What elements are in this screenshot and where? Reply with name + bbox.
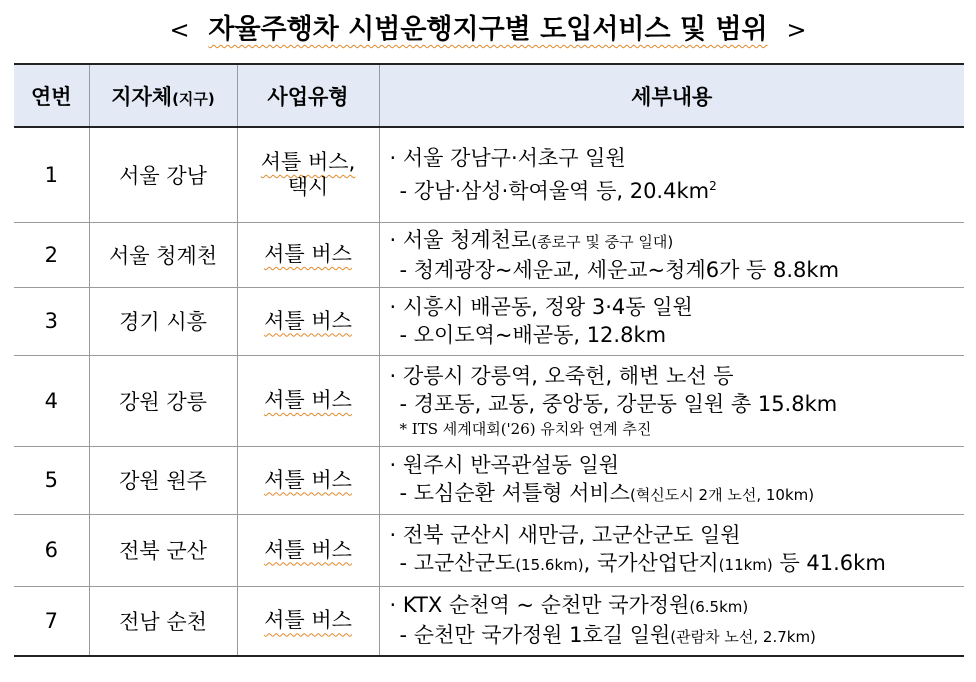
detail-line2-a: - 고군산군도 xyxy=(399,551,516,575)
detail-line2-main: - 순천만 국가정원 1호길 일원 xyxy=(399,622,671,647)
table-row xyxy=(14,446,964,514)
detail-line2-main: - 도심순환 셔틀형 서비스 xyxy=(399,481,630,505)
row-number: 3 xyxy=(14,287,89,355)
row-number: 6 xyxy=(14,514,89,586)
row-number: 5 xyxy=(14,446,89,514)
header-region-sub: (지구) xyxy=(172,89,215,108)
table-row xyxy=(14,287,964,355)
row-region: 전북 군산 xyxy=(89,514,237,586)
row-detail xyxy=(379,586,964,656)
row-detail xyxy=(379,127,964,222)
row-type-text: 셔틀 버스 xyxy=(264,242,352,266)
row-region: 강원 강릉 xyxy=(89,355,237,446)
detail-line2 xyxy=(390,479,965,509)
table-row xyxy=(14,355,964,446)
row-number: 4 xyxy=(14,355,89,446)
header-type: 사업유형 xyxy=(237,64,379,127)
table-row xyxy=(14,514,964,586)
row-type xyxy=(237,586,379,656)
row-detail xyxy=(379,355,964,446)
header-region-main: 지자체 xyxy=(111,84,173,109)
table-row xyxy=(14,586,964,656)
service-table xyxy=(14,63,964,657)
detail-line1-main: · KTX 순천역 ~ 순천만 국가정원 xyxy=(389,592,690,617)
row-number: 2 xyxy=(14,222,89,287)
detail-line2-sup: 2 xyxy=(709,179,717,194)
detail-line2: - 경포동, 교동, 중앙동, 강문동 일원 총 15.8km xyxy=(399,391,838,416)
detail-line1-small: (종로구 및 중구 일대) xyxy=(531,232,674,251)
detail-line1: · 강릉시 강릉역, 오죽헌, 해변 노선 등 xyxy=(389,363,734,388)
row-type-line1: 셔틀 버스, xyxy=(260,149,356,174)
detail-line1: · 서울 강남구·서초구 일원 xyxy=(389,146,626,171)
title-text: 자율주행차 시범운행지구별 도입서비스 및 범위 xyxy=(208,14,768,45)
title-open-bracket: < xyxy=(169,16,190,44)
detail-line2 xyxy=(390,549,965,579)
detail-line2-small: (혁신도시 2개 노선, 10km) xyxy=(629,486,815,504)
row-region: 전남 순천 xyxy=(89,586,237,656)
row-type-text: 셔틀 버스 xyxy=(264,608,352,633)
detail-line2-b: , 국가산업단지 xyxy=(583,551,719,575)
detail-line2 xyxy=(390,621,965,651)
row-detail xyxy=(379,514,964,586)
row-detail xyxy=(379,222,964,287)
row-type-text: 셔틀 버스 xyxy=(264,388,352,412)
detail-line1: · 전북 군산시 새만금, 고군산군도 일원 xyxy=(389,523,741,547)
detail-line2-small: (관람차 노선, 2.7km) xyxy=(670,627,816,646)
row-type xyxy=(237,222,379,287)
row-type-text: 셔틀 버스 xyxy=(264,308,352,333)
row-region: 서울 청계천 xyxy=(89,222,237,287)
header-row xyxy=(14,64,964,127)
detail-line2-b-small: (11km) xyxy=(718,556,773,574)
row-type xyxy=(237,355,379,446)
row-number: 1 xyxy=(14,127,89,222)
detail-line2-a-small: (15.6km) xyxy=(515,556,584,574)
row-detail xyxy=(379,446,964,514)
detail-line2 xyxy=(390,172,965,205)
detail-note: * ITS 세계대회('26) 유치와 연계 추진 xyxy=(399,419,652,438)
row-type-text: 셔틀 버스 xyxy=(264,467,352,492)
detail-line2-text: - 강남·삼성·학여울역 등, 20.4km xyxy=(399,179,710,204)
row-number: 7 xyxy=(14,586,89,656)
detail-line1: · 원주시 반곡관설동 일원 xyxy=(389,453,620,477)
detail-line1: · 시흥시 배곧동, 정왕 3·4동 일원 xyxy=(389,295,693,319)
header-detail: 세부내용 xyxy=(379,64,964,127)
page-title xyxy=(0,10,976,50)
table-row xyxy=(14,127,964,222)
detail-line1-small: (6.5km) xyxy=(689,597,749,616)
detail-line2: - 청계광장~세운교, 세운교~청계6가 등 8.8km xyxy=(399,257,840,282)
header-region xyxy=(89,64,237,127)
row-region: 서울 강남 xyxy=(89,127,237,222)
detail-line1-main: · 서울 청계천로 xyxy=(389,227,532,252)
row-type-line2: 택시 xyxy=(287,174,329,199)
table-row xyxy=(14,222,964,287)
row-region: 경기 시흥 xyxy=(89,287,237,355)
detail-line1 xyxy=(390,591,965,621)
header-number: 연번 xyxy=(14,64,89,127)
row-type-text: 셔틀 버스 xyxy=(264,537,352,562)
detail-line1 xyxy=(390,226,965,256)
row-region: 강원 원주 xyxy=(89,446,237,514)
row-type xyxy=(237,287,379,355)
row-type xyxy=(237,446,379,514)
detail-line2-c: 등 41.6km xyxy=(772,551,886,575)
title-close-bracket: > xyxy=(786,16,807,44)
row-type xyxy=(237,127,379,222)
detail-line2: - 오이도역~배곧동, 12.8km xyxy=(399,323,667,347)
row-detail xyxy=(379,287,964,355)
row-type xyxy=(237,514,379,586)
